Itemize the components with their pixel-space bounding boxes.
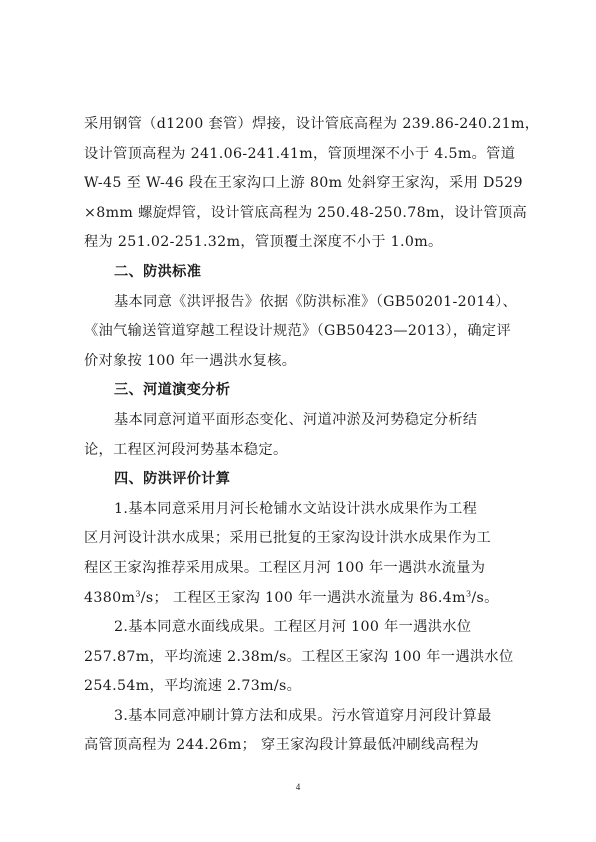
body-line: ×8mm 螺旋焊管，设计管底高程为 250.48-250.78m，设计管顶高 xyxy=(84,204,528,221)
document-body xyxy=(84,110,540,761)
flow-unit: /s。 xyxy=(471,589,499,606)
body-line: 程为 251.02-251.32m，管顶覆土深度不小于 1.0m。 xyxy=(84,234,443,251)
body-line: 高管顶高程为 244.26m； 穿王家沟段计算最低冲刷线高程为 xyxy=(84,737,480,754)
body-line: 257.87m，平均流速 2.38m/s。工程区王家沟 100 年一遇洪水位 xyxy=(84,648,514,665)
body-line: 3.基本同意冲刷计算方法和成果。污水管道穿月河段计算最 xyxy=(114,707,492,724)
body-line: 1.基本同意采用月河长枪铺水文站设计洪水成果作为工程 xyxy=(114,500,478,517)
section-heading-river-evolution: 三、河道演变分析 xyxy=(114,382,231,399)
body-line: 2.基本同意水面线成果。工程区月河 100 年一遇洪水位 xyxy=(114,619,472,636)
body-line: 基本同意河道平面形态变化、河道冲淤及河势稳定分析结 xyxy=(114,411,478,428)
body-line: 基本同意《洪评报告》依据《防洪标准》（GB50201-2014）、 xyxy=(114,293,518,310)
section-heading-flood-standard: 二、防洪标准 xyxy=(114,263,202,280)
body-line: 区月河设计洪水成果；采用已批复的王家沟设计洪水成果作为工 xyxy=(84,530,492,547)
superscript-3: 3 xyxy=(465,588,472,598)
body-line: 论，工程区河段河势基本稳定。 xyxy=(84,441,288,458)
superscript-3: 3 xyxy=(135,588,141,598)
page-number: 4 xyxy=(295,782,301,792)
flow-value-yuehe: 4380m xyxy=(84,589,136,606)
body-line: 程区王家沟推荐采用成果。工程区月河 100 年一遇洪水流量为 xyxy=(84,559,486,576)
body-line: 采用钢管（d1200 套管）焊接，设计管底高程为 239.86-240.21m， xyxy=(84,116,540,132)
body-line: 《油气输送管道穿越工程设计规范》（GB50423—2013），确定评 xyxy=(84,323,512,340)
section-heading-flood-evaluation: 四、防洪评价计算 xyxy=(114,471,231,488)
body-line: 价对象按 100 年一遇洪水复核。 xyxy=(84,352,297,369)
body-line: 254.54m，平均流速 2.73m/s。 xyxy=(84,678,302,695)
body-line: W-45 至 W-46 段在王家沟口上游 80m 处斜穿王家沟，采用 D529 xyxy=(84,175,523,192)
body-line: 设计管顶高程为 241.06-241.41m，管顶埋深不小于 4.5m。管道 xyxy=(84,145,516,162)
flow-text-wangjiagou: /s； 工程区王家沟 100 年一遇洪水流量为 86.4m xyxy=(140,589,466,606)
body-line-flow xyxy=(84,584,524,614)
